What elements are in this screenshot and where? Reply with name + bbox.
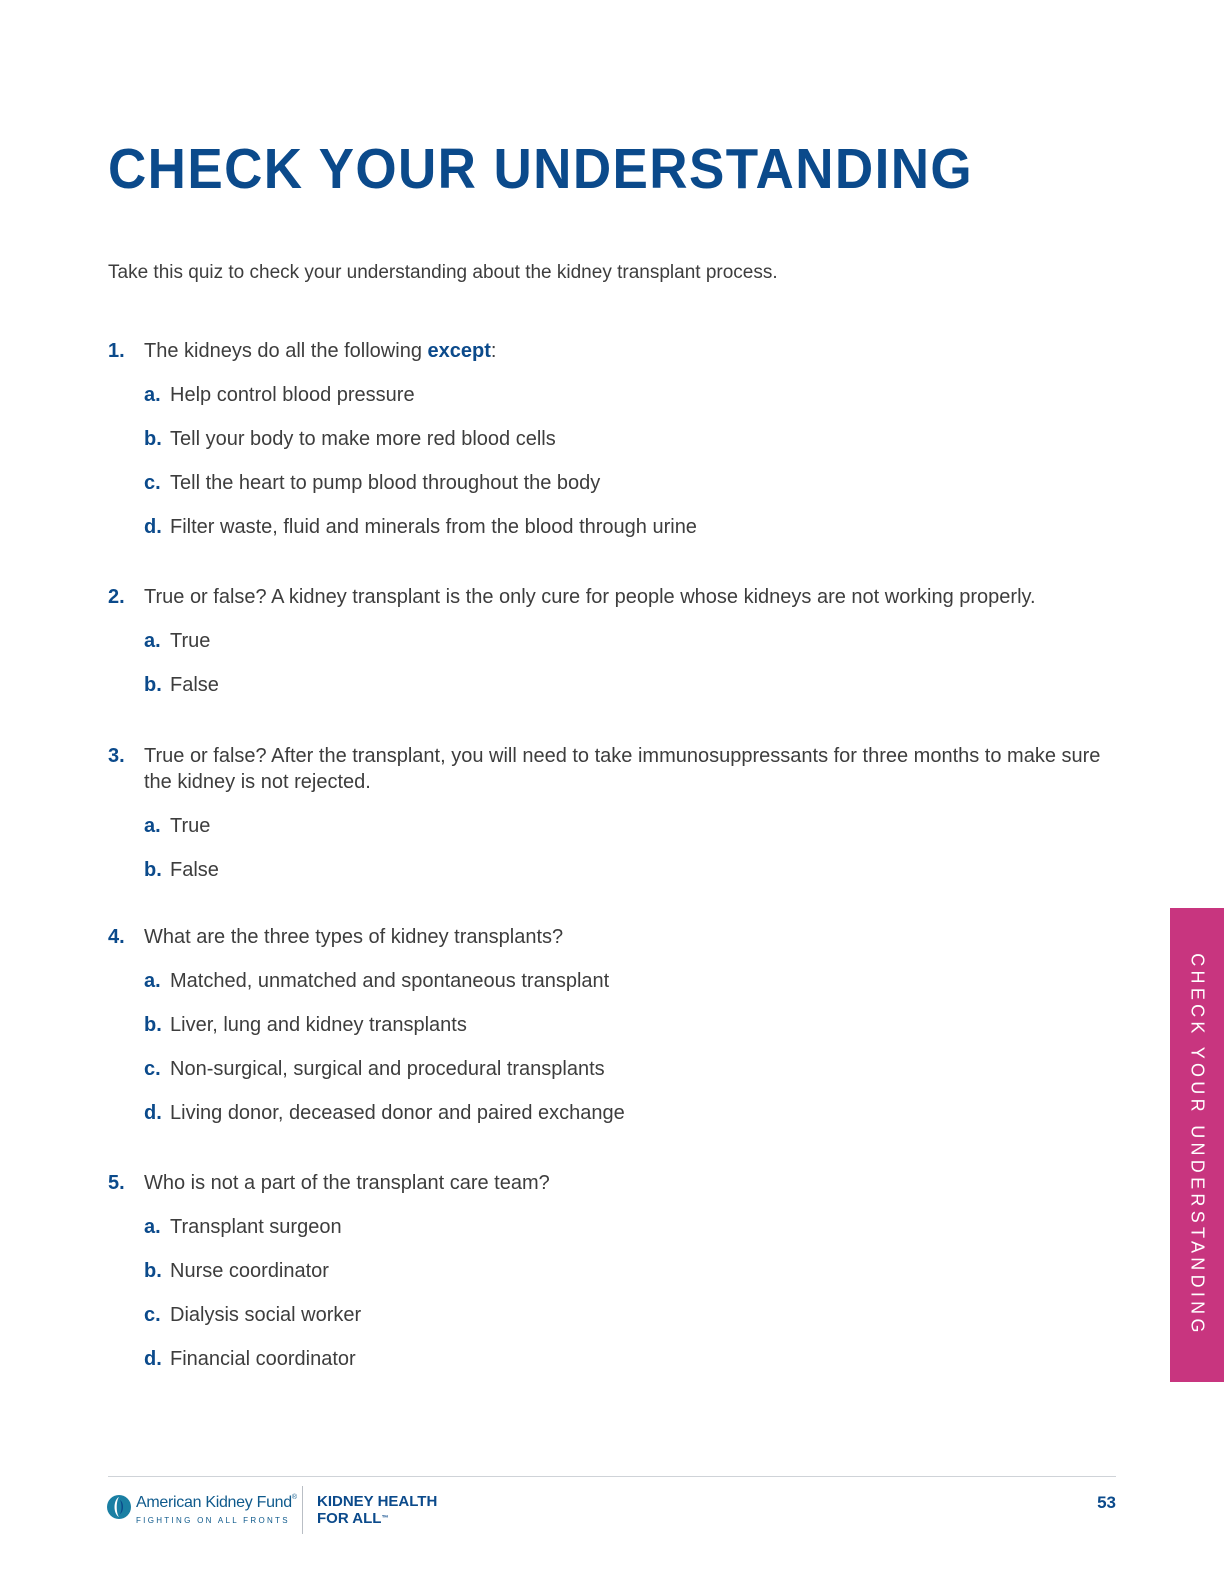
page-title: CHECK YOUR UNDERSTANDING — [108, 137, 974, 201]
question-text-part: What are the three types of kidney transplants? — [144, 926, 564, 948]
option-text: Liver, lung and kidney transplants — [170, 1014, 467, 1036]
option-letter: c. — [144, 1058, 161, 1080]
american-kidney-fund-logo — [106, 1490, 306, 1534]
answer-option — [108, 672, 1108, 698]
answer-option — [108, 1056, 1108, 1082]
option-letter: b. — [144, 1014, 162, 1036]
answer-option — [108, 382, 1108, 408]
question-text-part: The kidneys do all the following — [144, 340, 428, 362]
option-letter: b. — [144, 859, 162, 881]
question-text-part: Who is not a part of the transplant care team? — [144, 1172, 550, 1194]
question-number: 2. — [108, 586, 125, 608]
answer-option — [108, 470, 1108, 496]
option-letter: b. — [144, 674, 162, 696]
question-1 — [108, 338, 1108, 540]
option-text: Dialysis social worker — [170, 1304, 362, 1326]
option-letter: a. — [144, 970, 161, 992]
option-text: Tell your body to make more red blood cells — [170, 428, 556, 450]
option-text: Non-surgical, surgical and procedural transplants — [170, 1058, 605, 1080]
answer-option — [108, 1346, 1108, 1372]
option-text: Help control blood pressure — [170, 384, 415, 406]
question-text-part: True or false? After the transplant, you will need to take immunosuppressants for three months to make sure the kidney is not rejected. — [144, 745, 1101, 793]
option-text: Tell the heart to pump blood throughout the body — [170, 472, 601, 494]
answer-option — [108, 1302, 1108, 1328]
question-text — [108, 584, 1108, 610]
answer-option — [108, 426, 1108, 452]
option-letter: b. — [144, 1260, 162, 1282]
option-text: Living donor, deceased donor and paired exchange — [170, 1102, 625, 1124]
question-4 — [108, 924, 1108, 1126]
option-letter: d. — [144, 1102, 162, 1124]
answer-option — [108, 1258, 1108, 1284]
option-letter: c. — [144, 1304, 161, 1326]
option-text: Financial coordinator — [170, 1348, 356, 1370]
question-emphasis: except — [427, 340, 491, 362]
answer-option — [108, 813, 1108, 839]
option-letter: d. — [144, 1348, 162, 1370]
question-text — [108, 924, 1108, 950]
option-text: Matched, unmatched and spontaneous transplant — [170, 970, 610, 992]
question-3 — [108, 743, 1108, 883]
option-letter: d. — [144, 516, 162, 538]
question-text — [108, 1170, 1108, 1196]
question-number: 3. — [108, 745, 125, 767]
answer-option — [108, 857, 1108, 883]
answer-option — [108, 514, 1108, 540]
answer-option — [108, 628, 1108, 654]
option-letter: a. — [144, 1216, 161, 1238]
section-side-tab — [1170, 908, 1224, 1382]
option-text: Transplant surgeon — [170, 1216, 342, 1238]
footer-logo-divider — [302, 1486, 303, 1534]
question-2 — [108, 584, 1108, 698]
question-number: 4. — [108, 926, 125, 948]
option-letter: b. — [144, 428, 162, 450]
option-text: Nurse coordinator — [170, 1260, 329, 1282]
option-text: True — [170, 815, 211, 837]
side-tab-label: CHECK YOUR UNDERSTANDING — [1187, 953, 1208, 1337]
campaign-logo — [317, 1493, 437, 1527]
option-letter: c. — [144, 472, 161, 494]
footer-divider — [108, 1476, 1116, 1477]
page-number: 53 — [1097, 1493, 1116, 1512]
answer-option — [108, 1012, 1108, 1038]
answer-option — [108, 1214, 1108, 1240]
intro-text: Take this quiz to check your understanding about the kidney transplant process. — [108, 262, 778, 283]
logo-tagline: FIGHTING ON ALL FRONTS — [136, 1516, 290, 1525]
answer-option — [108, 968, 1108, 994]
campaign-line-1: KIDNEY HEALTH — [317, 1493, 438, 1510]
kidney-logo-icon — [106, 1494, 132, 1520]
logo-name: American Kidney Fund® — [136, 1494, 297, 1511]
question-text — [108, 338, 1108, 364]
option-text: False — [170, 859, 219, 881]
question-number: 1. — [108, 340, 125, 362]
option-letter: a. — [144, 815, 161, 837]
option-letter: a. — [144, 630, 161, 652]
answer-option — [108, 1100, 1108, 1126]
campaign-line-2: FOR ALL™ — [317, 1510, 389, 1527]
question-5 — [108, 1170, 1108, 1372]
option-letter: a. — [144, 384, 161, 406]
option-text: True — [170, 630, 211, 652]
question-number: 5. — [108, 1172, 125, 1194]
question-text — [108, 743, 1108, 795]
option-text: False — [170, 674, 219, 696]
question-text-part: : — [490, 340, 497, 362]
question-text-part: True or false? A kidney transplant is the only cure for people whose kidneys are not working properly. — [144, 586, 1036, 608]
option-text: Filter waste, fluid and minerals from the blood through urine — [170, 516, 697, 538]
